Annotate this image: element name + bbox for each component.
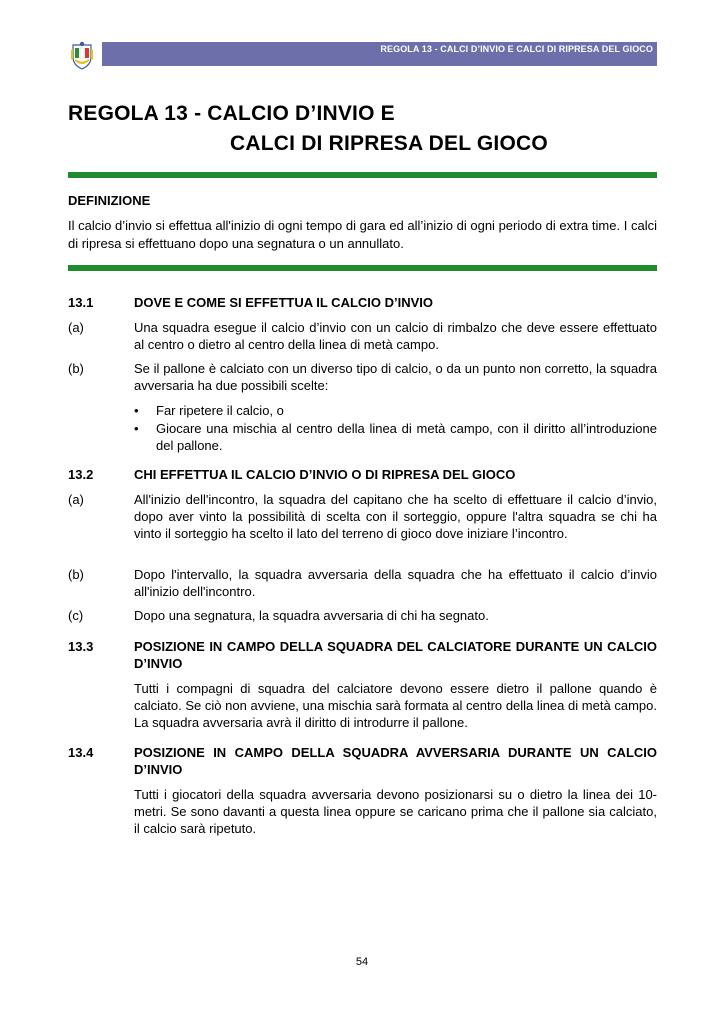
section-title: POSIZIONE IN CAMPO DELLA SQUADRA DEL CALCIATORE DURANTE UN CALCIO D’INVIO: [134, 639, 657, 671]
item-label: (c): [68, 608, 84, 623]
federation-logo-icon: [68, 40, 96, 70]
page-title-line-1: REGOLA 13 - CALCIO D’INVIO E: [68, 102, 395, 125]
bullet-icon: •: [134, 421, 139, 436]
section-number: 13.1: [68, 295, 94, 310]
item-text: All'inizio dell'incontro, la squadra del capitano che ha scelto di effettuare il calcio d’invio, dopo aver vinto la possibilità di scelta con il sorteggio, oppure l'altra squadra se chi ha vinto il sorteggio ha scelto il lato del terreno di gioco dove iniziare l’incontro.: [134, 492, 657, 541]
item-text: Dopo una segnatura, la squadra avversaria di chi ha segnato.: [134, 608, 489, 623]
section-title: DOVE E COME SI EFFETTUA IL CALCIO D’INVIO: [134, 295, 434, 310]
item-text: Se il pallone è calciato con un diverso tipo di calcio, o da un punto non corretto, la squadra avversaria ha due possibili scelte:: [134, 361, 657, 393]
item-text: Una squadra esegue il calcio d’invio con un calcio di rimbalzo che deve essere effettuato al centro o dietro al centro della linea di metà campo.: [134, 320, 657, 352]
section-title: CHI EFFETTUA IL CALCIO D’INVIO O DI RIPRESA DEL GIOCO: [134, 467, 516, 482]
item-label: (a): [68, 320, 84, 335]
page-number: 54: [355, 956, 369, 968]
section-number: 13.3: [68, 639, 94, 654]
section-number: 13.4: [68, 745, 94, 760]
item-label: (b): [68, 361, 84, 376]
bullet-text: Giocare una mischia al centro della linea di metà campo, con il diritto all’introduzione del pallone.: [156, 421, 657, 453]
definition-heading: DEFINIZIONE: [68, 193, 151, 208]
running-header-bar: [102, 42, 657, 66]
bullet-icon: •: [134, 403, 139, 418]
definition-text: Il calcio d’invio si effettua all'inizio di ogni tempo di gara ed all’inizio di ogni periodo di extra time. I calci di ripresa si effettuano dopo una segnatura o un annullato.: [68, 218, 657, 251]
section-divider: [68, 172, 657, 178]
item-label: (a): [68, 492, 84, 507]
bullet-text: Far ripetere il calcio, o: [156, 403, 284, 418]
section-text: Tutti i giocatori della squadra avversaria devono posizionarsi su o dietro la linea dei 10-metri. Se sono davanti a questa linea oppure se caricano prima che il pallone sia calciato, il calcio sarà ripetuto.: [134, 787, 657, 836]
section-title: POSIZIONE IN CAMPO DELLA SQUADRA AVVERSARIA DURANTE UN CALCIO D’INVIO: [134, 745, 657, 777]
running-header-title: REGOLA 13 - CALCI D’INVIO E CALCI DI RIPRESA DEL GIOCO: [380, 44, 653, 54]
section-text: Tutti i compagni di squadra del calciatore devono essere dietro il pallone quando è calciato. Se ciò non avviene, una mischia sarà formata al centro della linea di metà campo. La squadra avversaria avrà il diritto di introdurre il pallone.: [134, 681, 657, 730]
item-label: (b): [68, 567, 84, 582]
section-number: 13.2: [68, 467, 94, 482]
item-text: Dopo l'intervallo, la squadra avversaria della squadra che ha effettuato il calcio d’invio all'inizio dell'incontro.: [134, 567, 657, 599]
page-title-line-2: CALCI DI RIPRESA DEL GIOCO: [230, 132, 548, 155]
section-divider: [68, 265, 657, 271]
